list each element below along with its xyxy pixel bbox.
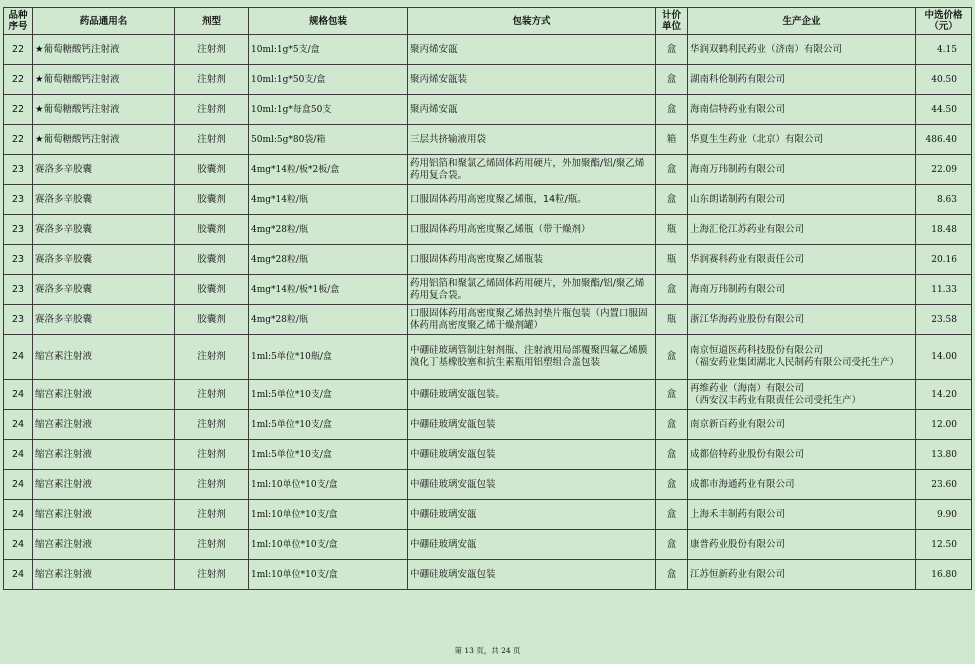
spec-cell: 1ml:5单位*10支/盒 xyxy=(249,440,408,470)
packaging-cell: 三层共挤输液用袋 xyxy=(408,125,656,155)
packaging-cell: 药用铝箔和聚氯乙烯固体药用硬片，外加聚酯/铝/聚乙烯药用复合袋。 xyxy=(408,155,656,185)
seq-cell: 24 xyxy=(4,560,33,590)
seq-cell: 23 xyxy=(4,275,33,305)
drug-name-cell: 赛洛多辛胶囊 xyxy=(33,215,175,245)
manufacturer-cell: 湖南科伦制药有限公司 xyxy=(688,65,916,95)
dosage-form-cell: 注射剂 xyxy=(175,95,249,125)
dosage-form-cell: 注射剂 xyxy=(175,470,249,500)
drug-name-cell: 赛洛多辛胶囊 xyxy=(33,185,175,215)
dosage-form-cell: 胶囊剂 xyxy=(175,155,249,185)
packaging-cell: 中硼硅玻璃安瓿包装 xyxy=(408,410,656,440)
drug-name-cell: 缩宫素注射液 xyxy=(33,530,175,560)
manufacturer-cell: 山东朗诺制药有限公司 xyxy=(688,185,916,215)
drug-name-cell: 缩宫素注射液 xyxy=(33,440,175,470)
table-row xyxy=(4,245,972,275)
dosage-form-cell: 注射剂 xyxy=(175,440,249,470)
packaging-cell: 口服固体药用高密度聚乙烯瓶，14粒/瓶。 xyxy=(408,185,656,215)
unit-cell: 盒 xyxy=(656,95,688,125)
table-row xyxy=(4,125,972,155)
price-cell: 14.00 xyxy=(916,335,972,380)
price-cell: 4.15 xyxy=(916,35,972,65)
table-row xyxy=(4,410,972,440)
price-cell: 14.20 xyxy=(916,380,972,410)
price-cell: 44.50 xyxy=(916,95,972,125)
unit-cell: 盒 xyxy=(656,185,688,215)
packaging-cell: 聚丙烯安瓿装 xyxy=(408,65,656,95)
seq-cell: 24 xyxy=(4,440,33,470)
dosage-form-cell: 注射剂 xyxy=(175,530,249,560)
table-row xyxy=(4,560,972,590)
price-cell: 9.90 xyxy=(916,500,972,530)
dosage-form-cell: 注射剂 xyxy=(175,500,249,530)
seq-cell: 23 xyxy=(4,305,33,335)
table-row xyxy=(4,530,972,560)
seq-cell: 22 xyxy=(4,65,33,95)
packaging-cell: 中硼硅玻璃安瓿包装 xyxy=(408,470,656,500)
manufacturer-cell: 成都倍特药业股份有限公司 xyxy=(688,440,916,470)
price-cell: 16.80 xyxy=(916,560,972,590)
spec-cell: 4mg*28粒/瓶 xyxy=(249,245,408,275)
unit-cell: 盒 xyxy=(656,530,688,560)
manufacturer-cell: 成都市海通药业有限公司 xyxy=(688,470,916,500)
dosage-form-cell: 胶囊剂 xyxy=(175,275,249,305)
spec-cell: 10ml:1g*每盒50支 xyxy=(249,95,408,125)
drug-name-cell: 缩宫素注射液 xyxy=(33,410,175,440)
spec-cell: 4mg*28粒/瓶 xyxy=(249,215,408,245)
table-row xyxy=(4,500,972,530)
table-row xyxy=(4,35,972,65)
drug-name-cell: ★葡萄糖酸钙注射液 xyxy=(33,95,175,125)
spec-cell: 1ml:10单位*10支/盒 xyxy=(249,470,408,500)
manufacturer-cell: 江苏恒新药业有限公司 xyxy=(688,560,916,590)
price-cell: 12.50 xyxy=(916,530,972,560)
col-header-packaging: 包装方式 xyxy=(408,8,656,35)
unit-cell: 盒 xyxy=(656,380,688,410)
seq-cell: 23 xyxy=(4,215,33,245)
seq-cell: 23 xyxy=(4,155,33,185)
spec-cell: 1ml:5单位*10瓶/盒 xyxy=(249,335,408,380)
table-row xyxy=(4,470,972,500)
packaging-cell: 聚丙烯安瓿 xyxy=(408,95,656,125)
procurement-table xyxy=(3,7,972,590)
seq-cell: 24 xyxy=(4,380,33,410)
drug-name-cell: 缩宫素注射液 xyxy=(33,500,175,530)
table-row xyxy=(4,440,972,470)
packaging-cell: 药用铝箔和聚氯乙烯固体药用硬片，外加聚酯/铝/聚乙烯药用复合袋。 xyxy=(408,275,656,305)
unit-cell: 盒 xyxy=(656,335,688,380)
unit-cell: 盒 xyxy=(656,440,688,470)
seq-cell: 24 xyxy=(4,335,33,380)
col-header-unit: 计价 单位 xyxy=(656,8,688,35)
price-cell: 11.33 xyxy=(916,275,972,305)
col-header-manufacturer: 生产企业 xyxy=(688,8,916,35)
manufacturer-cell: 康普药业股份有限公司 xyxy=(688,530,916,560)
unit-cell: 瓶 xyxy=(656,305,688,335)
table-row xyxy=(4,185,972,215)
manufacturer-cell: 上海汇伦江苏药业有限公司 xyxy=(688,215,916,245)
spec-cell: 4mg*14粒/瓶 xyxy=(249,185,408,215)
dosage-form-cell: 注射剂 xyxy=(175,380,249,410)
price-cell: 22.09 xyxy=(916,155,972,185)
unit-cell: 瓶 xyxy=(656,245,688,275)
col-header-drug-name: 药品通用名 xyxy=(33,8,175,35)
packaging-cell: 中硼硅玻璃安瓿包装 xyxy=(408,560,656,590)
price-cell: 40.50 xyxy=(916,65,972,95)
drug-name-cell: 缩宫素注射液 xyxy=(33,470,175,500)
unit-cell: 盒 xyxy=(656,275,688,305)
seq-cell: 24 xyxy=(4,530,33,560)
dosage-form-cell: 注射剂 xyxy=(175,125,249,155)
dosage-form-cell: 注射剂 xyxy=(175,35,249,65)
price-cell: 23.60 xyxy=(916,470,972,500)
seq-cell: 22 xyxy=(4,125,33,155)
table-row xyxy=(4,95,972,125)
header-row xyxy=(4,8,972,35)
seq-cell: 24 xyxy=(4,470,33,500)
price-cell: 8.63 xyxy=(916,185,972,215)
price-cell: 18.48 xyxy=(916,215,972,245)
col-header-price: 中选价格 （元） xyxy=(916,8,972,35)
packaging-cell: 口服固体药用高密度聚乙烯热封垫片瓶包装（内置口服固体药用高密度聚乙烯干燥剂罐） xyxy=(408,305,656,335)
dosage-form-cell: 注射剂 xyxy=(175,335,249,380)
spec-cell: 50ml:5g*80袋/箱 xyxy=(249,125,408,155)
col-header-seq: 品种 序号 xyxy=(4,8,33,35)
drug-name-cell: 赛洛多辛胶囊 xyxy=(33,305,175,335)
manufacturer-cell: 海南万玮制药有限公司 xyxy=(688,155,916,185)
price-cell: 486.40 xyxy=(916,125,972,155)
spec-cell: 10ml:1g*5支/盒 xyxy=(249,35,408,65)
price-cell: 12.00 xyxy=(916,410,972,440)
packaging-cell: 中硼硅玻璃安瓿 xyxy=(408,530,656,560)
packaging-cell: 聚丙烯安瓿 xyxy=(408,35,656,65)
manufacturer-cell: 再维药业（海南）有限公司 （西安汉丰药业有限责任公司受托生产） xyxy=(688,380,916,410)
table-row xyxy=(4,275,972,305)
unit-cell: 盒 xyxy=(656,470,688,500)
unit-cell: 盒 xyxy=(656,35,688,65)
table-row xyxy=(4,380,972,410)
seq-cell: 24 xyxy=(4,410,33,440)
unit-cell: 瓶 xyxy=(656,215,688,245)
drug-name-cell: ★葡萄糖酸钙注射液 xyxy=(33,65,175,95)
unit-cell: 盒 xyxy=(656,500,688,530)
unit-cell: 盒 xyxy=(656,65,688,95)
drug-name-cell: 赛洛多辛胶囊 xyxy=(33,275,175,305)
unit-cell: 盒 xyxy=(656,560,688,590)
dosage-form-cell: 注射剂 xyxy=(175,410,249,440)
drug-name-cell: ★葡萄糖酸钙注射液 xyxy=(33,35,175,65)
drug-name-cell: 缩宫素注射液 xyxy=(33,380,175,410)
table-row xyxy=(4,335,972,380)
manufacturer-cell: 华夏生生药业（北京）有限公司 xyxy=(688,125,916,155)
spec-cell: 1ml:10单位*10支/盒 xyxy=(249,500,408,530)
packaging-cell: 中硼硅玻璃管制注射剂瓶、注射液用局部覆聚四氟乙烯膜溴化丁基橡胶塞和抗生素瓶用铝塑组合盖包装 xyxy=(408,335,656,380)
manufacturer-cell: 华润赛科药业有限责任公司 xyxy=(688,245,916,275)
packaging-cell: 中硼硅玻璃安瓿包装。 xyxy=(408,380,656,410)
table-row xyxy=(4,65,972,95)
dosage-form-cell: 胶囊剂 xyxy=(175,245,249,275)
spec-cell: 4mg*14粒/板*2板/盒 xyxy=(249,155,408,185)
manufacturer-cell: 浙江华海药业股份有限公司 xyxy=(688,305,916,335)
manufacturer-cell: 上海禾丰制药有限公司 xyxy=(688,500,916,530)
drug-name-cell: 赛洛多辛胶囊 xyxy=(33,245,175,275)
table-row xyxy=(4,215,972,245)
unit-cell: 箱 xyxy=(656,125,688,155)
dosage-form-cell: 胶囊剂 xyxy=(175,305,249,335)
col-header-spec: 规格包装 xyxy=(249,8,408,35)
col-header-dosage-form: 剂型 xyxy=(175,8,249,35)
drug-name-cell: 缩宫素注射液 xyxy=(33,560,175,590)
unit-cell: 盒 xyxy=(656,410,688,440)
drug-name-cell: ★葡萄糖酸钙注射液 xyxy=(33,125,175,155)
drug-name-cell: 缩宫素注射液 xyxy=(33,335,175,380)
manufacturer-cell: 南京新百药业有限公司 xyxy=(688,410,916,440)
dosage-form-cell: 胶囊剂 xyxy=(175,185,249,215)
price-cell: 20.16 xyxy=(916,245,972,275)
spec-cell: 1ml:10单位*10支/盒 xyxy=(249,530,408,560)
spec-cell: 1ml:5单位*10支/盒 xyxy=(249,380,408,410)
table-row xyxy=(4,155,972,185)
manufacturer-cell: 海南信特药业有限公司 xyxy=(688,95,916,125)
seq-cell: 23 xyxy=(4,185,33,215)
packaging-cell: 口服固体药用高密度聚乙烯瓶（带干燥剂） xyxy=(408,215,656,245)
seq-cell: 22 xyxy=(4,35,33,65)
spec-cell: 10ml:1g*50支/盒 xyxy=(249,65,408,95)
manufacturer-cell: 海南万玮制药有限公司 xyxy=(688,275,916,305)
packaging-cell: 中硼硅玻璃安瓿包装 xyxy=(408,440,656,470)
dosage-form-cell: 胶囊剂 xyxy=(175,215,249,245)
seq-cell: 22 xyxy=(4,95,33,125)
manufacturer-cell: 南京恒道医药科技股份有限公司 （福安药业集团湖北人民制药有限公司受托生产） xyxy=(688,335,916,380)
spec-cell: 1ml:10单位*10支/盒 xyxy=(249,560,408,590)
manufacturer-cell: 华润双鹤利民药业（济南）有限公司 xyxy=(688,35,916,65)
table-body xyxy=(4,35,972,590)
price-cell: 13.80 xyxy=(916,440,972,470)
dosage-form-cell: 注射剂 xyxy=(175,65,249,95)
spec-cell: 4mg*28粒/瓶 xyxy=(249,305,408,335)
seq-cell: 23 xyxy=(4,245,33,275)
seq-cell: 24 xyxy=(4,500,33,530)
packaging-cell: 中硼硅玻璃安瓿 xyxy=(408,500,656,530)
packaging-cell: 口服固体药用高密度聚乙烯瓶装 xyxy=(408,245,656,275)
page-footer: 第 13 页，共 24 页 xyxy=(454,646,521,655)
unit-cell: 盒 xyxy=(656,155,688,185)
drug-name-cell: 赛洛多辛胶囊 xyxy=(33,155,175,185)
spec-cell: 1ml:5单位*10支/盒 xyxy=(249,410,408,440)
table-row xyxy=(4,305,972,335)
dosage-form-cell: 注射剂 xyxy=(175,560,249,590)
spec-cell: 4mg*14粒/板*1板/盒 xyxy=(249,275,408,305)
price-cell: 23.58 xyxy=(916,305,972,335)
